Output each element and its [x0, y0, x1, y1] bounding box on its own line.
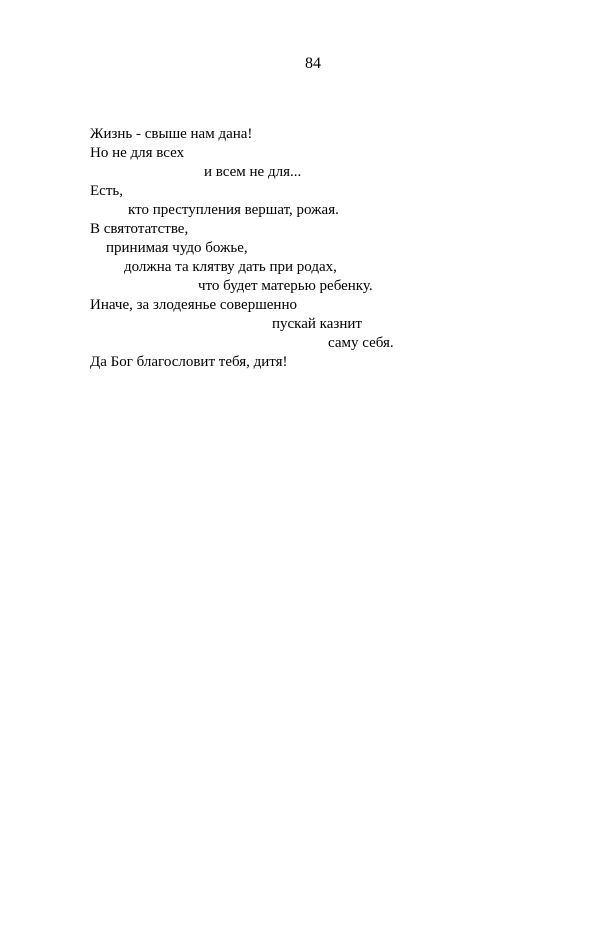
poem-line: Есть, [90, 183, 123, 199]
poem-line: пускай казнит [272, 316, 362, 332]
poem [90, 125, 510, 372]
poem-line: Иначе, за злодеянье совершенно [90, 297, 297, 313]
poem-line: Да Бог благословит тебя, дитя! [90, 354, 288, 370]
poem-line: саму себя. [328, 335, 394, 351]
poem-line: кто преступления вершат, рожая. [128, 202, 339, 218]
poem-line: Но не для всех [90, 145, 185, 161]
poem-line: В святотатстве, [90, 221, 189, 237]
poem-line: должна та клятву дать при родах, [124, 259, 337, 275]
poem-line: Жизнь - свыше нам дана! [90, 126, 253, 142]
poem-line: принимая чудо божье, [106, 240, 248, 256]
page-number: 84 [305, 55, 321, 72]
poem-line: что будет матерью ребенку. [198, 278, 373, 294]
poem-line: и всем не для... [204, 164, 302, 180]
